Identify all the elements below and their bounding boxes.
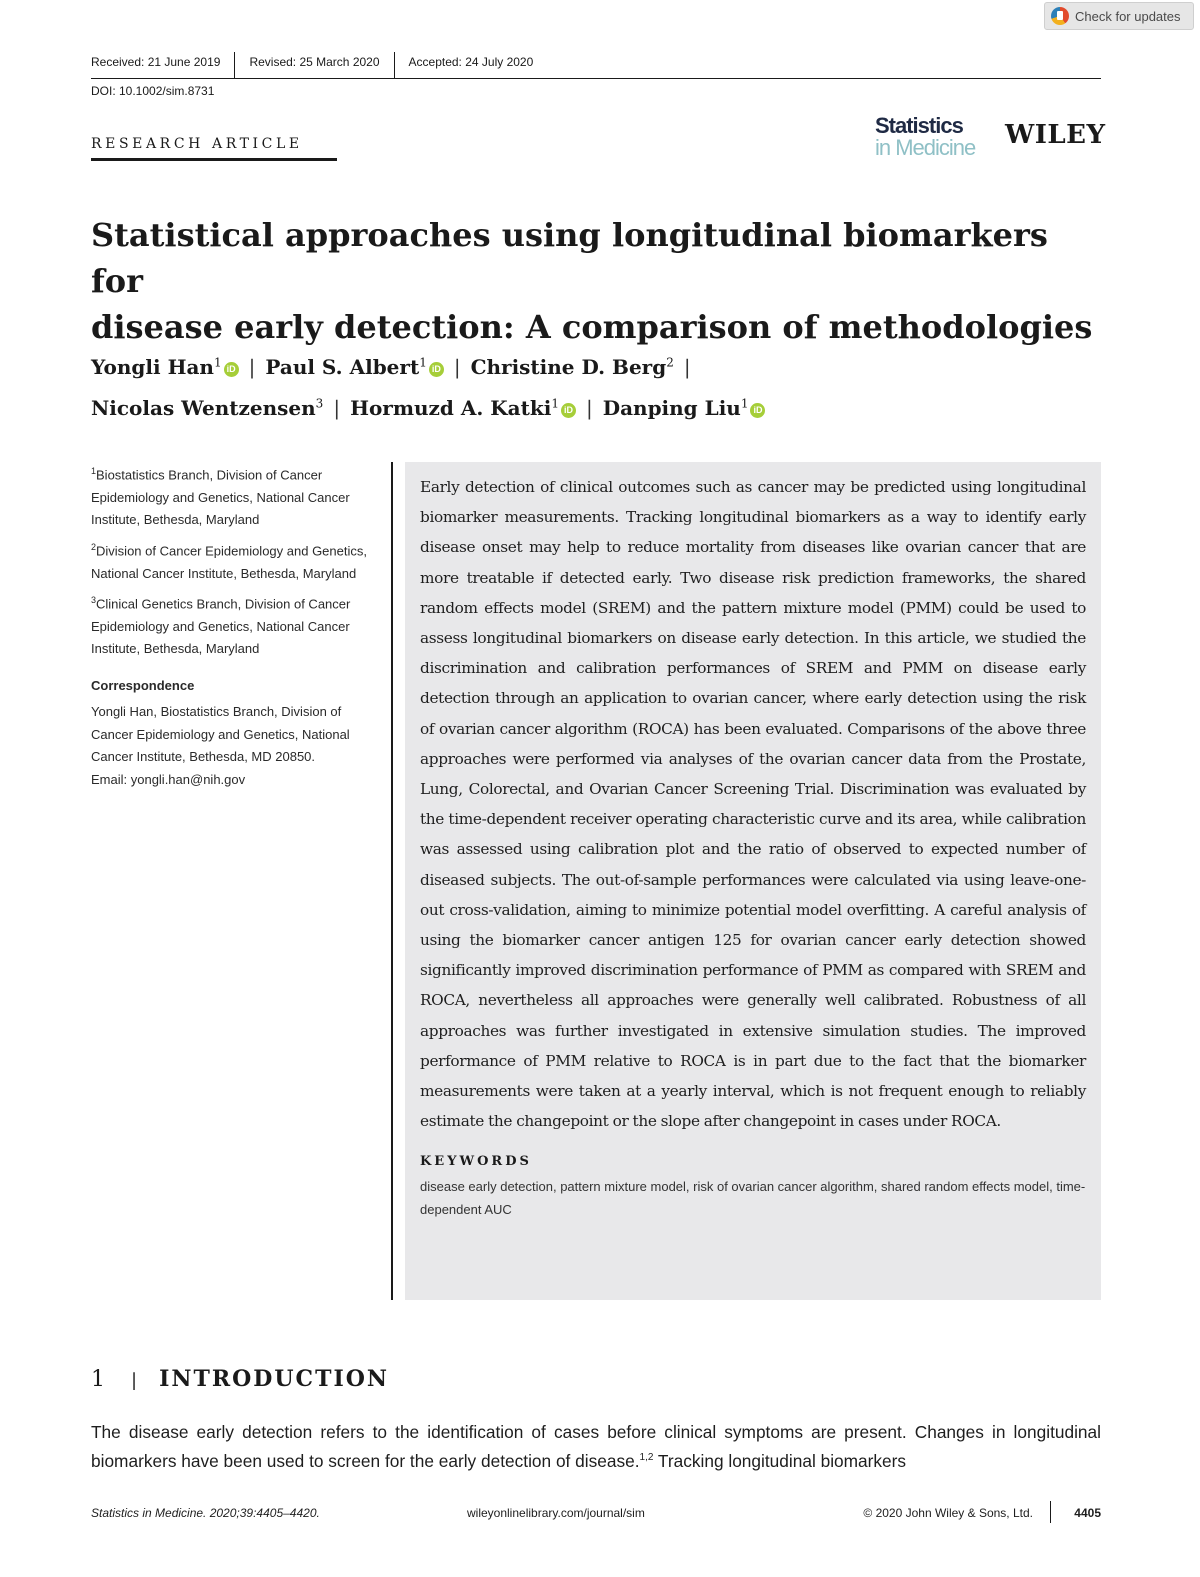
correspondence-heading: Correspondence bbox=[91, 677, 195, 693]
received-date: Received: 21 June 2019 bbox=[91, 55, 221, 69]
publisher-logo: WILEY bbox=[1005, 120, 1106, 150]
author[interactable]: Christine D. Berg$^2$ bbox=[470, 354, 674, 379]
meta-divider bbox=[394, 52, 395, 79]
author[interactable]: Hormuzd A. Katki$^1$ iD bbox=[350, 396, 576, 420]
author[interactable]: Yongli Han$^1$ iD bbox=[91, 355, 239, 379]
title-line: disease early detection: A comparison of methodologies bbox=[91, 308, 1093, 346]
accepted-date: Accepted: 24 July 2020 bbox=[408, 55, 534, 69]
doi-link[interactable]: DOI: 10.1002/sim.8731 bbox=[91, 84, 215, 98]
orcid-icon[interactable]: iD bbox=[561, 403, 576, 418]
section-number: 1 bbox=[91, 1367, 107, 1392]
revised-date: Revised: 25 March 2020 bbox=[249, 55, 380, 69]
column-divider bbox=[391, 462, 393, 1300]
check-for-updates-button[interactable] bbox=[1044, 2, 1194, 30]
article-type: RESEARCH ARTICLE bbox=[91, 136, 337, 161]
footer-url[interactable]: wileyonlinelibrary.com/journal/sim bbox=[467, 1506, 645, 1520]
affiliation: $^2$Division of Cancer Epidemiology and Genetics, National Cancer Institute, Bethesda, Maryland bbox=[91, 541, 367, 581]
title-line: Statistical approaches using longitudinal biomarkers for bbox=[91, 216, 1048, 300]
author[interactable]: Danping Liu$^1$ iD bbox=[603, 396, 766, 420]
journal-logo-line2: in Medicine bbox=[875, 135, 976, 160]
intro-paragraph: The disease early detection refers to the identification of cases before clinical symptoms are present. Changes in longitudinal biomarkers have been used to screen for the early detection of disease.$^{1,2}$ Tracking longitudinal biomarkers bbox=[91, 1422, 1101, 1471]
affiliation: $^1$Biostatistics Branch, Division of Cancer Epidemiology and Genetics, National Cancer Institute, Bethesda, Maryland bbox=[91, 466, 350, 528]
orcid-icon[interactable]: iD bbox=[429, 362, 444, 377]
journal-logo bbox=[875, 115, 975, 159]
check-for-updates-label: Check for updates bbox=[1075, 8, 1181, 24]
orcid-icon[interactable]: iD bbox=[224, 362, 239, 377]
abstract-box bbox=[405, 462, 1101, 1300]
correspondence-address: Yongli Han, Biostatistics Branch, Division of Cancer Epidemiology and Genetics, National Cancer Institute, Bethesda, MD 20850. bbox=[91, 704, 350, 765]
citation-ref[interactable]: 1,2 bbox=[639, 1452, 654, 1463]
affiliation: $^3$Clinical Genetics Branch, Division of Cancer Epidemiology and Genetics, National Cancer Institute, Bethesda, Maryland bbox=[91, 595, 351, 657]
article-title bbox=[91, 212, 1101, 350]
orcid-icon[interactable]: iD bbox=[750, 403, 765, 418]
footer-copyright: © 2020 John Wiley & Sons, Ltd. bbox=[863, 1506, 1033, 1520]
page-number: 4405 bbox=[1074, 1506, 1101, 1520]
footer-citation: Statistics in Medicine. 2020;39:4405–4420. bbox=[91, 1506, 320, 1520]
correspondence-email[interactable]: Email: yongli.han@nih.gov bbox=[91, 771, 246, 787]
section-title: INTRODUCTION bbox=[159, 1366, 390, 1392]
section-heading: 1 | INTRODUCTION bbox=[91, 1366, 390, 1392]
crossmark-icon bbox=[1051, 7, 1069, 25]
keywords-heading: KEYWORDS bbox=[420, 1154, 532, 1170]
journal-logo-line1: Statistics bbox=[875, 113, 963, 138]
affiliations-column bbox=[91, 460, 381, 795]
article-history bbox=[91, 52, 1101, 79]
meta-divider bbox=[234, 52, 235, 79]
keywords-text: disease early detection, pattern mixture model, risk of ovarian cancer algorithm, shared random effects model, time-dependent AUC bbox=[420, 1179, 1086, 1218]
author[interactable]: Nicolas Wentzensen$^3$ bbox=[91, 396, 324, 421]
author[interactable]: Paul S. Albert$^1$ iD bbox=[265, 355, 443, 379]
abstract-text: Early detection of clinical outcomes such as cancer may be predicted using longitudinal biomarker measurements. Tracking longitudinal biomarkers as a way to identify early disease onset may help to reduce mortality from diseases like ovarian cancer that are more treatable if detected early. Two disease risk prediction frameworks, the shared random effects model (SREM) and the pattern mixture model (PMM) could be used to assess longitudinal biomarkers on disease early detection. In this article, we studied the discrimination and calibration performances of SREM and PMM on disease early detection through an application to ovarian cancer, where early detection using the risk of ovarian cancer algorithm (ROCA) has been evaluated. Comparisons of the above three approaches were performed via analyses of the ovarian cancer data from the Prostate, Lung, Colorectal, and Ovarian Cancer Screening Trial. Discrimination was evaluated by the time-dependent receiver operating characteristic curve and its area, while calibration was assessed using calibration plot and the ratio of observed to expected number of diseased subjects. The out-of-sample performances were calculated via using leave-one-out cross-validation, aiming to minimize potential model overfitting. A careful analysis of using the biomarker cancer antigen 125 for ovarian cancer early detection showed significantly improved discrimination performance of PMM as compared with SREM and ROCA, nevertheless all approaches were generally well calibrated. Robustness of all approaches was further investigated in extensive simulation studies. The improved performance of PMM relative to ROCA is in part due to the fact that the biomarker measurements were taken at a yearly interval, which is not frequent enough to reliably estimate the changepoint or the slope after changepoint in cases under ROCA. bbox=[420, 478, 1086, 1131]
author-list: Yongli Han$^1$ iD | Paul S. Albert$^1$ iD | Christine D. Berg$^2$ | Nicolas Wentzensen$^3$ | Hormuzd A. Katki$^1$ iD | Danping Liu$^1$ iD bbox=[91, 344, 1101, 427]
page-footer bbox=[91, 1500, 1101, 1524]
footer-divider bbox=[1050, 1501, 1052, 1523]
